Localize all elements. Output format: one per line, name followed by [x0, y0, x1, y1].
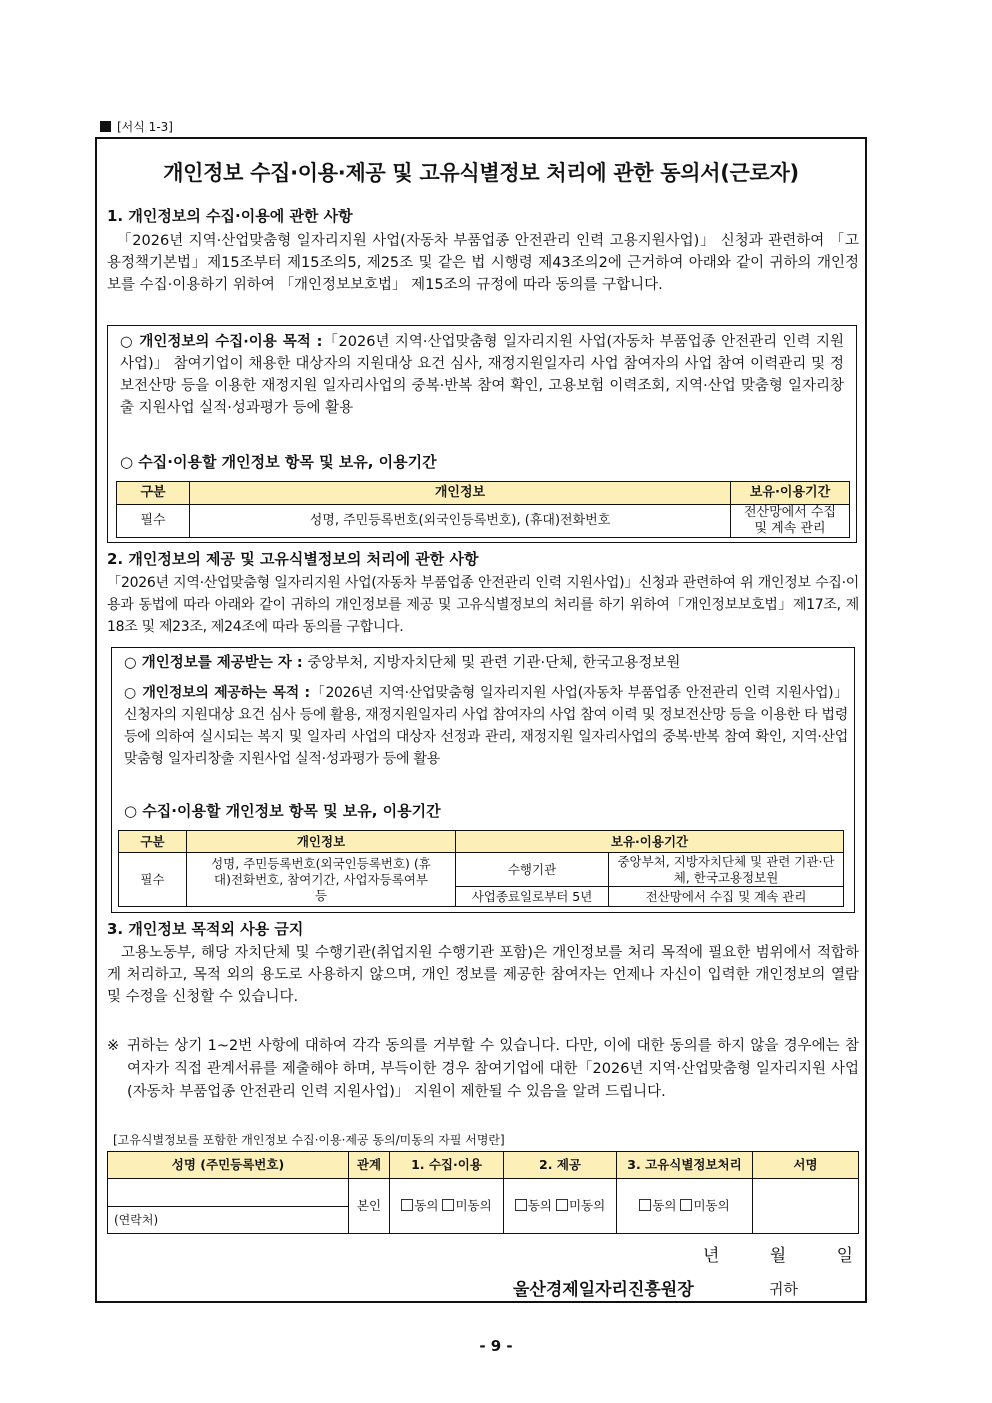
row-period-b: 전산망에서 수집 및 계속 관리	[609, 887, 844, 907]
row-category: 필수	[119, 853, 187, 907]
form-tag-label: [서식 1-3]	[117, 120, 173, 134]
notice-mark: ※	[107, 1038, 120, 1054]
col-collect: 1. 수집·이용	[390, 1152, 504, 1179]
signature-caption: [고유식별정보를 포함한 개인정보 수집·이용·제공 동의/미동의 자필 서명란]	[113, 1133, 505, 1147]
row-info: 성명, 주민등록번호(외국인등록번호) (휴대)전화번호, 참여기간, 사업자등록여부 등	[187, 853, 456, 907]
provide-disagree-checkbox[interactable]	[556, 1199, 568, 1211]
provide-disagree-label: 미동의	[568, 1198, 606, 1213]
contact-field[interactable]: (연락처)	[108, 1207, 349, 1234]
unique-disagree-label: 미동의	[693, 1198, 730, 1213]
row-period-a: 중앙부처, 지방자치단체 및 관련 기관·단체, 한국고용정보원	[609, 853, 844, 887]
col-category: 구분	[117, 482, 190, 505]
section1-box	[107, 325, 857, 543]
row-org-b: 사업종료일로부터 5년	[456, 887, 609, 907]
section2-items-heading: ○ 수집·이용할 개인정보 항목 및 보유, 이용기간	[124, 802, 441, 820]
section2-purpose-text: 「2026년 지역·산업맞춤형 일자리지원 사업(자동차 부품업종 안전관리 인력 지원사업)」 신청자의 지원대상 요건 심사 등에 활용, 재정지원일자리 사업 참여자의 사업 참여 이력 및 정보전산망 등을 이용한 타 법령등에 의하여 실시되는 복지 및 일자리 사업의 대상자 선정과 관리, 재정지원 일자리사업의 중복·반복 참여 확인, 지역·산업 맞춤형 일자리창출 지원사업 실적·성과평가 등에 활용	[124, 685, 848, 767]
col-signature: 서명	[753, 1152, 859, 1179]
collect-disagree-label: 미동의	[455, 1198, 492, 1213]
collect-agree-label: 동의	[414, 1198, 439, 1213]
relation-cell: 본인	[349, 1179, 390, 1234]
signature-table	[107, 1151, 859, 1234]
section1-body: 「2026년 지역·산업맞춤형 일자리지원 사업(자동차 부품업종 안전관리 인력 고용지원사업)」 신청과 관련하여 「고용정책기본법」제15조부터 제15조의5, 제25조 및 같은 법 시행령 제43조의2에 근거하여 아래와 같이 귀하의 개인정보를 수집·이용하기 위하여 「개인정보보호법」 제15조의 규정에 따라 동의를 구합니다.	[107, 233, 859, 293]
unique-agree-label: 동의	[652, 1198, 677, 1213]
unique-disagree-checkbox[interactable]	[680, 1199, 692, 1211]
date-line	[703, 1241, 853, 1266]
page-number: - 9 -	[479, 1337, 513, 1355]
table-row	[108, 1179, 859, 1207]
section1-table	[116, 481, 850, 538]
col-info: 개인정보	[187, 831, 456, 853]
col-info: 개인정보	[190, 482, 731, 505]
section2-purpose-label: ○ 개인정보의 제공하는 목적 :	[124, 685, 310, 701]
unique-agree-checkbox[interactable]	[639, 1199, 651, 1211]
section2-purpose	[124, 682, 848, 770]
col-period: 보유·이용기간	[456, 831, 844, 853]
col-period: 보유·이용기간	[731, 482, 850, 505]
collect-disagree-checkbox[interactable]	[442, 1199, 454, 1211]
table-row	[119, 853, 844, 887]
unique-id-consent	[617, 1179, 753, 1234]
section3-heading: 3. 개인정보 목적외 사용 금지	[107, 920, 304, 938]
collect-agree-checkbox[interactable]	[401, 1199, 413, 1211]
section1-purpose	[120, 331, 844, 419]
date-day: 일	[836, 1246, 853, 1266]
row-org-a: 수행기관	[456, 853, 609, 887]
section2-recipient-label: ○ 개인정보를 제공받는 자 :	[124, 655, 303, 671]
recipient-name: 울산경제일자리진흥원장	[513, 1280, 694, 1300]
name-field[interactable]	[108, 1179, 349, 1207]
date-year: 년	[703, 1246, 720, 1266]
col-provide: 2. 제공	[504, 1152, 617, 1179]
col-relation: 관계	[349, 1152, 390, 1179]
provide-consent	[504, 1179, 617, 1234]
recipient-suffix: 귀하	[769, 1280, 798, 1298]
col-unique-id: 3. 고유식별정보처리	[617, 1152, 753, 1179]
col-name: 성명 (주민등록번호)	[108, 1152, 349, 1179]
row-info: 성명, 주민등록번호(외국인등록번호), (휴대)전화번호	[190, 505, 731, 538]
date-month: 월	[769, 1246, 787, 1266]
section2-box	[111, 647, 855, 913]
signature-field[interactable]	[753, 1179, 859, 1234]
col-category: 구분	[119, 831, 187, 853]
section2-body: 「2026년 지역·산업맞춤형 일자리지원 사업(자동차 부품업종 안전관리 인력 지원사업)」신청과 관련하여 위 개인정보 수집·이용과 동법에 따라 아래와 같이 귀하의 개인정보를 제공 및 고유식별정보의 처리를 하기 위하여「개인정보보호법」제17조, 제18조 및 제23조, 제24조에 따라 동의를 구합니다.	[107, 575, 859, 635]
section1-purpose-label: ○ 개인정보의 수집·이용 목적 :	[120, 334, 323, 350]
provide-agree-checkbox[interactable]	[515, 1199, 527, 1211]
form-tag	[100, 118, 173, 135]
row-category: 필수	[117, 505, 190, 538]
notice-text: 귀하는 상기 1~2번 사항에 대하여 각각 동의를 거부할 수 있습니다. 다만, 이에 대한 동의를 하지 않을 경우에는 참여자가 직접 관계서류를 제출해야 하며, 부득이한 경우 참여기업에 대한「2026년 지역·산업맞춤형 일자리지원 사업(자동차 부품업종 안전관리 인력 지원사업)」 지원이 제한될 수 있음을 알려 드립니다.	[127, 1038, 859, 1100]
section3-body: 고용노동부, 해당 자치단체 및 수행기관(취업지원 수행기관 포함)은 개인정보를 처리 목적에 필요한 범위에서 적합하게 처리하고, 목적 외의 용도로 사용하지 않으며, 개인 정보를 제공한 참여자는 언제나 자신이 입력한 개인정보의 열람 및 수정을 신청할 수 있습니다.	[107, 945, 859, 1005]
section1-heading: 1. 개인정보의 수집·이용에 관한 사항	[107, 207, 353, 225]
square-bullet-icon	[100, 121, 111, 132]
collect-consent	[390, 1179, 504, 1234]
section2-recipient	[124, 652, 848, 674]
document-title: 개인정보 수집·이용·제공 및 고유식별정보 처리에 관한 동의서(근로자)	[163, 161, 799, 185]
notice	[107, 1035, 859, 1104]
section2-recipient-text: 중앙부처, 지방자치단체 및 관련 기관·단체, 한국고용정보원	[307, 655, 681, 671]
provide-agree-label: 동의	[527, 1198, 552, 1213]
section2-table	[118, 830, 844, 907]
section1-purpose-text: 「2026년 지역·산업맞춤형 일자리지원 사업(자동차 부품업종 안전관리 인력 지원사업)」 참여기업이 채용한 대상자의 지원대상 요건 심사, 재정지원일자리 사업 참여자의 사업 참여 이력관리 및 정보전산망 등을 이용한 재정지원 일자리사업의 중복·반복 참여 확인, 고용보험 이력조회, 지역·산업 맞춤형 일자리창출 지원사업 실적·성과평가 등에 활용	[120, 334, 845, 416]
table-row	[117, 505, 850, 538]
consent-form-frame	[95, 137, 867, 1303]
row-period: 전산망에서 수집 및 계속 관리	[731, 505, 850, 538]
section1-items-heading: ○ 수집·이용할 개인정보 항목 및 보유, 이용기간	[120, 453, 437, 471]
section2-heading: 2. 개인정보의 제공 및 고유식별정보의 처리에 관한 사항	[107, 550, 479, 568]
